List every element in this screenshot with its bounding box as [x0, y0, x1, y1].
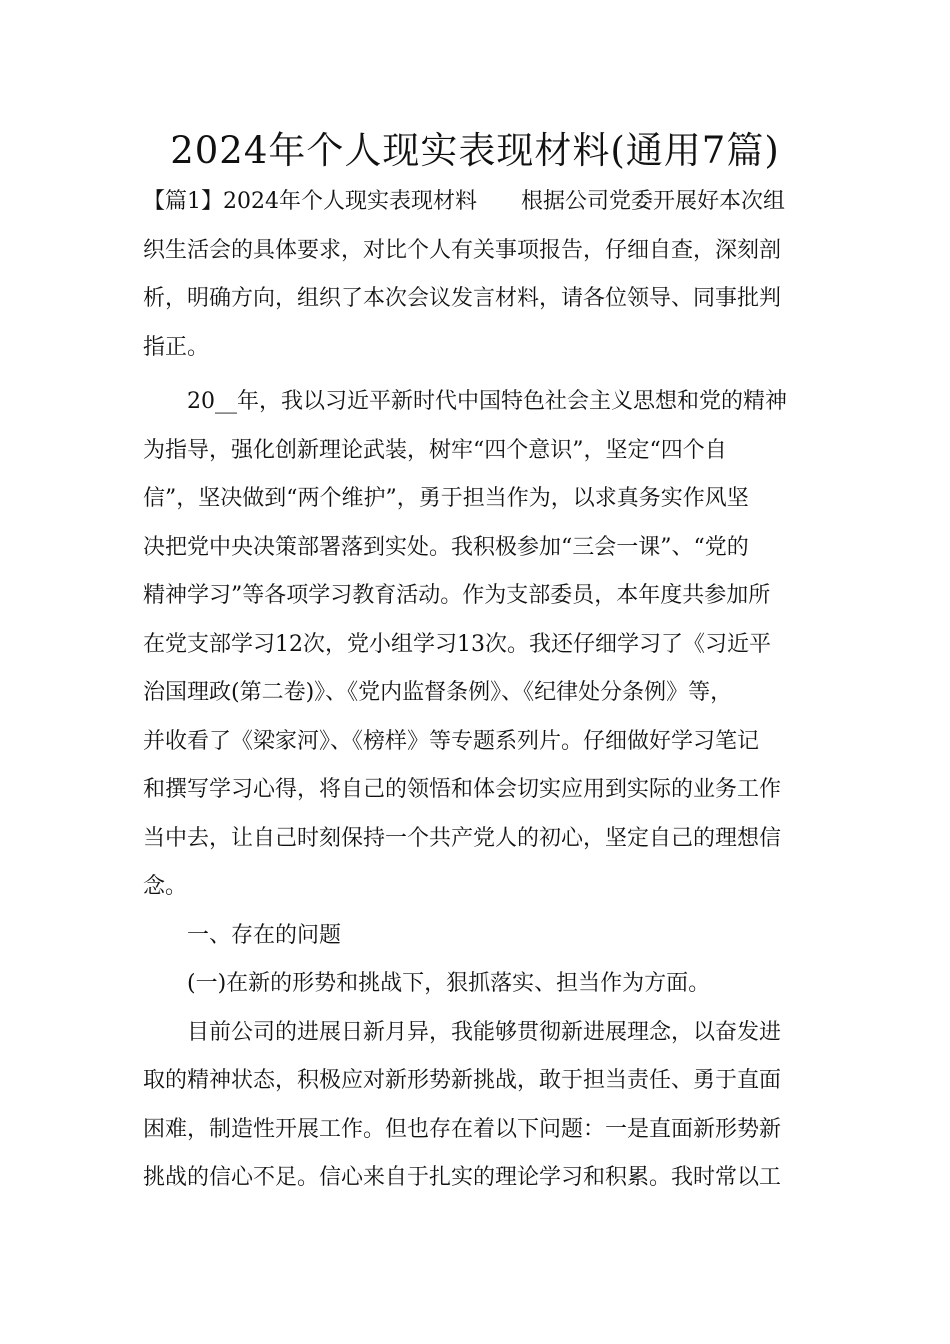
text-line: 困难，制造性开展工作。但也存在着以下问题：一是直面新形势新: [143, 1116, 782, 1142]
text-line: 和撰写学习心得，将自己的领悟和体会切实应用到实际的业务工作: [143, 777, 782, 802]
subsection-heading: (一)在新的形势和挑战下，狠抓落实、担当作为方面。: [143, 971, 711, 996]
text-line: 当中去，让自己时刻保持一个共产党人的初心，坚定自己的理想信: [143, 825, 782, 851]
text-line: 20__年，我以习近平新时代中国特色社会主义思想和党的精神: [143, 389, 787, 414]
text-line: 精神学习”等各项学习教育活动。作为支部委员，本年度共参加所: [143, 583, 771, 608]
text-line: 并收看了《梁家河》、《榜样》等专题系列片。仔细做好学习笔记: [143, 728, 760, 754]
text-line: 在党支部学习12次，党小组学习13次。我还仔细学习了《习近平: [143, 631, 771, 657]
text-line: 织生活会的具体要求，对比个人有关事项报告，仔细自查，深刻剖: [143, 237, 782, 263]
text-line: 析，明确方向，组织了本次会议发言材料，请各位领导、同事批判: [143, 286, 782, 311]
document-body: [143, 178, 808, 1203]
text-line: 目前公司的进展日新月异，我能够贯彻新进展理念，以奋发进: [143, 1019, 782, 1045]
text-line: 治国理政(第二卷)》、《党内监督条例》、《纪律处分条例》等，: [143, 680, 733, 705]
document-title: 2024年个人现实表现材料(通用7篇): [170, 129, 780, 172]
section-heading: 一、存在的问题: [143, 922, 342, 948]
text-line: 念。: [143, 874, 188, 899]
text-line: 为指导，强化创新理论武装，树牢“四个意识”，坚定“四个自: [143, 437, 727, 463]
text-line: 挑战的信心不足。信心来自于扎实的理论学习和积累。我时常以工: [143, 1165, 782, 1190]
text-line: 信”，坚决做到“两个维护”，勇于担当作为，以求真务实作风坚: [143, 486, 749, 511]
text-line: 决把党中央决策部署落到实处。我积极参加“三会一课”、“党的: [143, 534, 749, 560]
text-line: 指正。: [143, 334, 210, 360]
text-line: 【篇1】2024年个人现实表现材料 根据公司党委开展好本次组: [143, 189, 785, 214]
text-line: 取的精神状态，积极应对新形势新挑战，敢于担当责任、勇于直面: [143, 1068, 782, 1093]
